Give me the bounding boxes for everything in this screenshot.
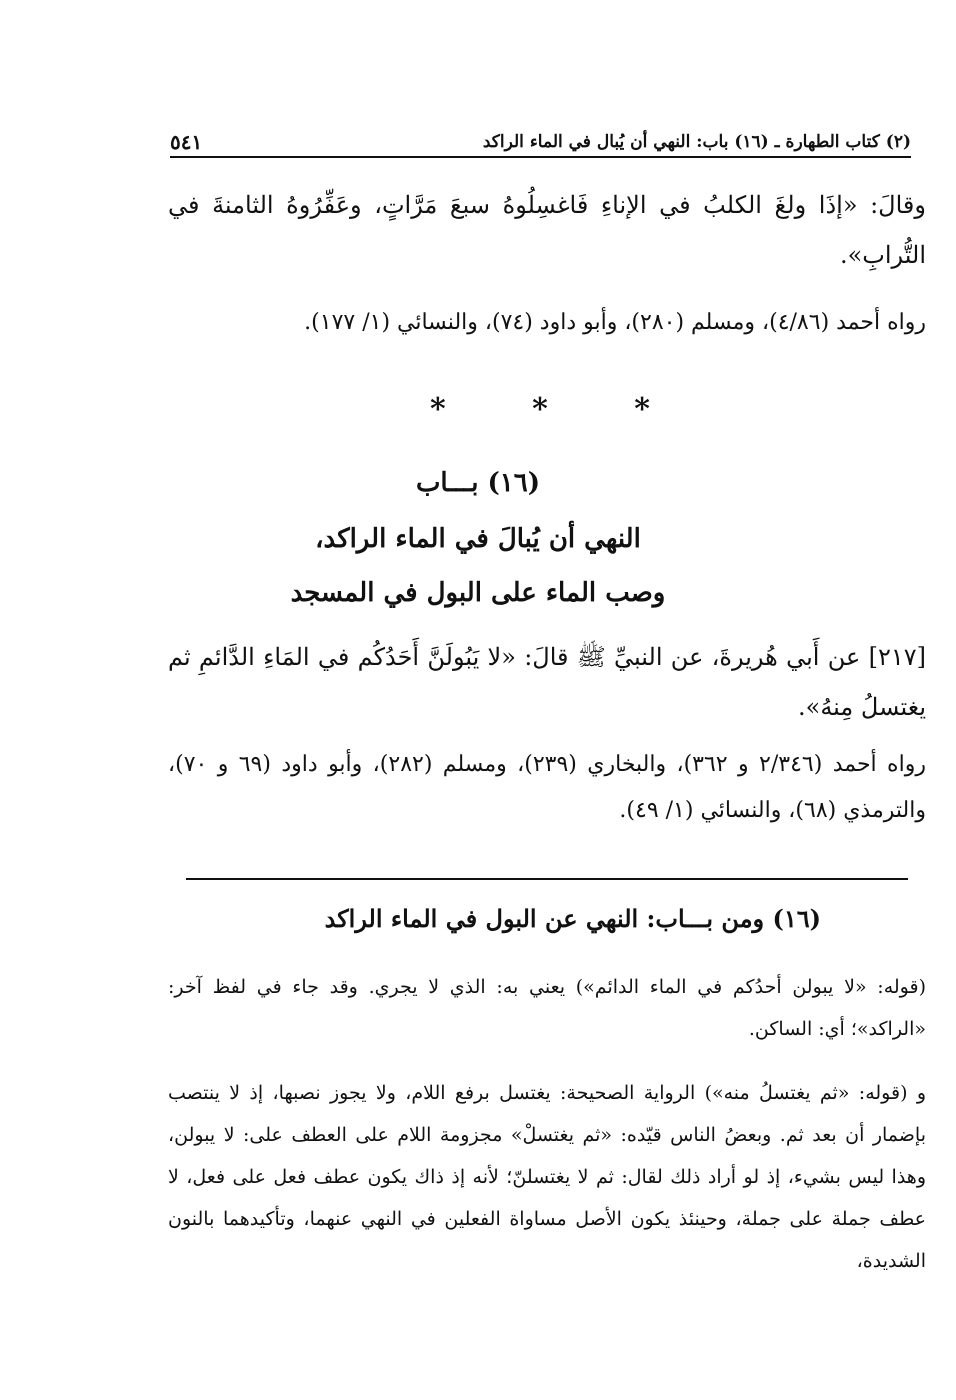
commentary-title: (١٦) ومن بـــاب: النهي عن البول في الماء الراكد [324, 904, 821, 933]
hadith-prev-text: وقالَ: «إذَا ولغَ الكلبُ في الإناءِ فَاغسِلُوهُ سبعَ مَرَّاتٍ، وعَفِّرُوهُ الثامنةَ في التُّرابِ». [168, 191, 926, 269]
chapter-title-line1: النهي أن يُبالَ في الماء الراكد، [315, 524, 641, 554]
separator-stars [430, 392, 650, 427]
chapter-title-line2: وصب الماء على البول في المسجد [290, 578, 666, 608]
running-header [170, 122, 911, 158]
hadith-prev-source: رواه أحمد (٤/٨٦)، ومسلم (٢٨٠)، وأبو داود (٧٤)، والنسائي (١/ ١٧٧). [304, 310, 926, 335]
footnote-divider [186, 878, 908, 880]
hadith-217-text: [٢١٧] عن أَبي هُريرةَ، عن النبيِّ ﷺ قالَ: «لا يَبُولَنَّ أَحَدُكُم في المَاءِ الدَّائمِ ثم يغتسلُ مِنهُ». [168, 643, 926, 721]
commentary-paragraph-2: و (قوله: «ثم يغتسلُ منه») الرواية الصحيحة: يغتسل برفع اللام، ولا يجوز نصبها، إذ لا ينتصب بإضمار أن بعد ثم. وبعضُ الناس قيّده: «ثم يغتسلْ» مجزومة اللام على العطف على: لا يبولن، وهذا ليس بشيء، إذ لو أراد ذلك لقال: ثم لا يغتسلنّ؛ لأنه إذ ذاك يكون عطف فعل على فعل، لا عطف جملة على جملة، وحينئذ يكون الأصل مساواة الفعلين في النهي عنهما، وتأكيدهما بالنون الشديدة، [168, 1082, 926, 1272]
star: * [634, 392, 650, 427]
star: * [532, 392, 548, 427]
star: * [430, 392, 446, 427]
hadith-217-source: رواه أحمد (٢/٣٤٦ و ٣٦٢)، والبخاري (٢٣٩)، ومسلم (٢٨٢)، وأبو داود (٦٩ و ٧٠)، والترمذي (٦٨)، والنسائي (١/ ٤٩). [168, 752, 926, 823]
commentary-paragraph-1: (قوله: «لا يبولن أحدُكم في الماء الدائم») يعني به: الذي لا يجري. وقد جاء في لفظ آخر: «الراكد»؛ أي: الساكن. [168, 976, 926, 1040]
chapter-number: (١٦) بـــاب [415, 468, 541, 498]
page-number: ٥٤١ [170, 130, 203, 154]
running-title: (٢) كتاب الطهارة ـ (١٦) باب: النهي أن يُبال في الماء الراكد [482, 132, 911, 152]
